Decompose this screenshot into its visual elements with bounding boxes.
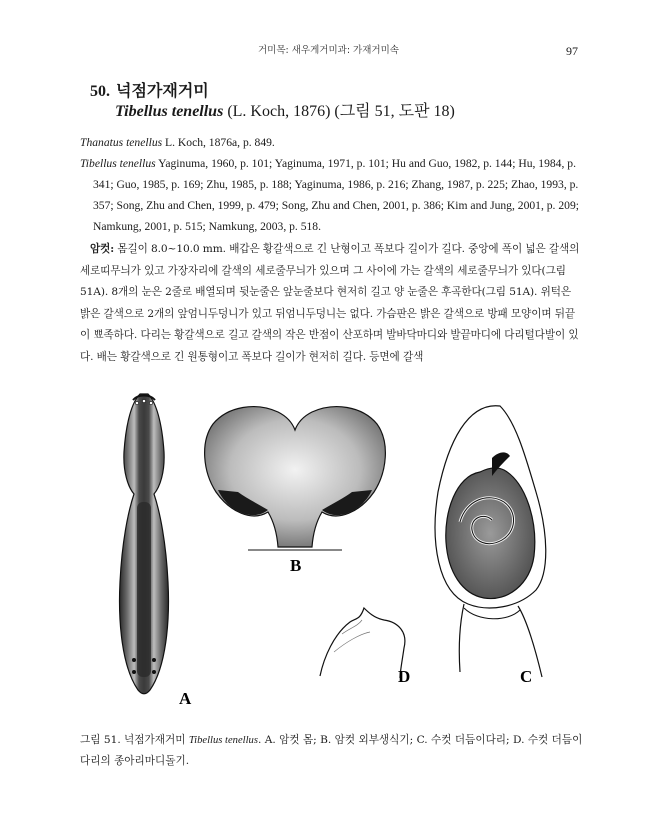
figure-label-b: B xyxy=(290,556,302,575)
figure-d-tibial-apophysis xyxy=(320,608,405,678)
species-authority: (L. Koch, 1876) (그림 51, 도판 18) xyxy=(227,103,455,120)
species-subheading xyxy=(115,98,455,121)
figure-a-female-body xyxy=(120,394,169,694)
figure-label-d: D xyxy=(398,667,411,686)
figure-label-a: A xyxy=(179,689,192,708)
caption-prefix: 그림 51. 넉점가재거미 xyxy=(80,734,189,746)
description-paragraph xyxy=(80,239,583,368)
figure-drawings xyxy=(88,372,568,712)
ref2-text: Yaginuma, 1960, p. 101; Yaginuma, 1971, p. 101; Hu and Guo, 1982, p. 144; Hu, 1984, p. 341; Guo, 1985, p. 169; Zhu, 1985, p. 188; Yaginuma, 1986, p. 216; Zhang, 1987, p. 225; Zhao, 1993, p. 357; Song, Zhu and Chen, 1999, p. 479; Song, Zhu and Chen, 2001, p. 386; Kim and Jung, 2001, p. 209; Namkung, 2001, p. 515; Namkung, 2003, p. 518. xyxy=(93,157,579,233)
ref1-text: L. Koch, 1876a, p. 849. xyxy=(162,136,275,149)
figure-c-male-palp xyxy=(435,406,546,677)
caption-text: . A. 암컷 몸; B. 암컷 외부생식기; C. 수컷 더듬이다리; D. 수컷 더듬이다리의 종아리마디돌기. xyxy=(80,734,583,767)
page-number: 97 xyxy=(566,44,578,58)
caption-scientific-name: Tibellus tenellus xyxy=(188,735,258,746)
synonymy-entry-1 xyxy=(80,132,580,153)
synonymy-entry-2 xyxy=(80,153,593,237)
description-text: 몸길이 8.0~10.0 mm. 배갑은 황갈색으로 긴 난형이고 폭보다 길이가 길다. 중앙에 폭이 넓은 갈색의 세로띠무늬가 있고 가장자리에 갈색의 세로줄무늬가 있으며 그 사이에 가는 갈색의 세로줄무늬가 있다(그림 51A). 8개의 눈은 2줄로 배열되며 뒷눈줄은 앞눈줄보다 현저히 길고 양 눈줄은 후곡한다(그림 51A). 위턱은 밝은 갈색으로 2개의 앞엄니두덩니가 있고 뒤엄니두덩니는 없다. 가슴판은 밝은 갈색으로 방패 모양이며 뒤끝이 뾰족하다. 다리는 황갈색으로 길고 갈색의 작은 반점이 산포하며 발바닥마디와 발끝마디에 다리털다발이 있다. 배는 황갈색으로 긴 원통형이고 폭보다 길이가 현저히 길다. 등면에 갈색 xyxy=(80,243,580,363)
ref2-name: Tibellus tenellus xyxy=(80,157,156,170)
species-number: 50. xyxy=(90,83,110,100)
figure-caption xyxy=(80,730,583,771)
figure-label-c: C xyxy=(520,667,533,686)
figure-51 xyxy=(88,372,568,712)
species-korean-name: 넉점가재거미 xyxy=(116,81,209,100)
description-lead: 암컷: xyxy=(90,243,115,255)
figure-b-epigyne xyxy=(205,407,386,550)
species-scientific-name: Tibellus tenellus xyxy=(115,103,224,120)
ref1-name: Thanatus tenellus xyxy=(80,136,163,149)
running-header: 거미목: 새우게거미과: 가재거미속 xyxy=(258,45,399,56)
